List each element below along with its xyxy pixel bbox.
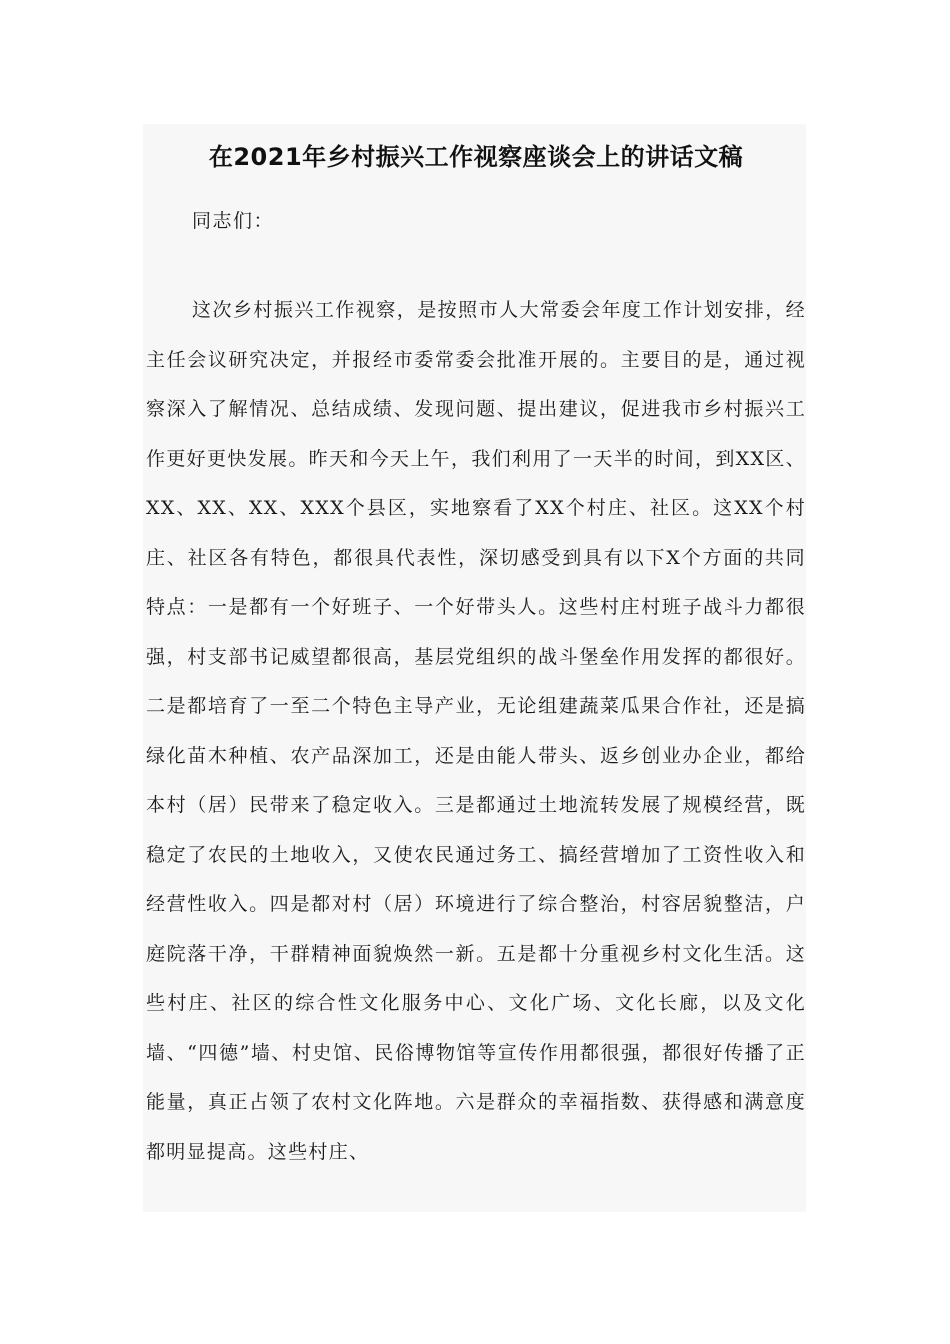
document-title: 在2021年乡村振兴工作视察座谈会上的讲话文稿 xyxy=(208,143,744,171)
body-paragraph: 这次乡村振兴工作视察，是按照市人大常委会年度工作计划安排，经主任会议研究决定，并报经市委常委会批准开展的。主要目的是，通过视察深入了解情况、总结成绩、发现问题、提出建议，促进我市乡村振兴工作更好更快发展。昨天和今天上午，我们利用了一天半的时间，到XX区、XX、XX、XX、XXX个县区，实地察看了XX个村庄、社区。这XX个村庄、社区各有特色，都很具代表性，深切感受到具有以下X个方面的共同特点：一是都有一个好班子、一个好带头人。这些村庄村班子战斗力都很强，村支部书记威望都很高，基层党组织的战斗堡垒作用发挥的都很好。二是都培育了一至二个特色主导产业，无论组建蔬菜瓜果合作社，还是搞绿化苗木种植、农产品深加工，还是由能人带头、返乡创业办企业，都给本村（居）民带来了稳定收入。三是都通过土地流转发展了规模经营，既稳定了农民的土地收入，又使农民通过务工、搞经营增加了工资性收入和经营性收入。四是都对村（居）环境进行了综合整治，村容居貌整洁，户庭院落干净，干群精神面貌焕然一新。五是都十分重视乡村文化生活。这些村庄、社区的综合性文化服务中心、文化广场、文化长廊，以及文化墙、“四德”墙、村史馆、民俗博物馆等宣传作用都很强，都很好传播了正能量，真正占领了农村文化阵地。六是群众的幸福指数、获得感和满意度都明显提高。这些村庄、 xyxy=(146,299,806,1163)
document-page xyxy=(143,124,806,1212)
salutation: 同志们： xyxy=(192,210,275,232)
